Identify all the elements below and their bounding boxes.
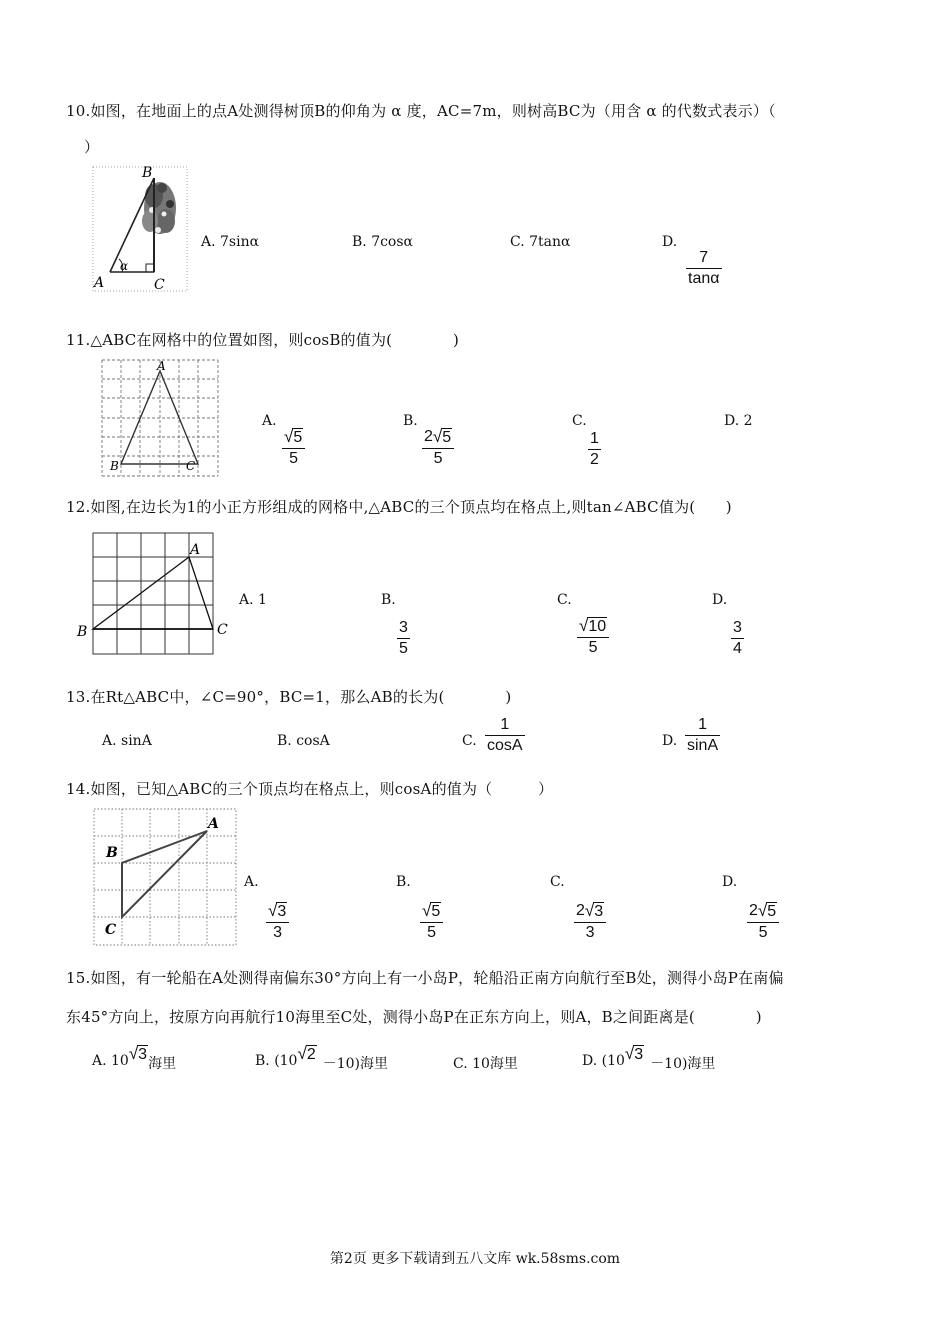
fraction-bar	[420, 922, 443, 923]
q11-option-a-fraction	[282, 428, 305, 468]
q10-option-d-fraction	[686, 249, 722, 289]
fraction-bar	[686, 268, 722, 269]
q10-label-C: C	[154, 277, 165, 292]
sqrt-icon: √	[432, 427, 443, 446]
sqrt-icon: √	[624, 1044, 635, 1063]
fraction-denominator: 5	[433, 449, 443, 467]
q11-label-A: A	[157, 359, 166, 373]
fraction-numerator: 3	[733, 619, 742, 636]
q11-option-c-fraction	[588, 430, 601, 470]
q13-option-d-fraction	[685, 716, 720, 756]
q12-label-C: C	[217, 622, 228, 638]
q10-tree-figure	[92, 166, 188, 292]
fraction-denominator: 3	[273, 923, 283, 941]
fraction-denominator: 4	[733, 640, 742, 658]
q14-grid-figure	[92, 806, 240, 948]
fraction-numerator: 1	[698, 716, 708, 733]
q10-stem-line2: ）	[84, 138, 100, 156]
fraction-denominator: 5	[289, 449, 299, 467]
q14-option-d[interactable]: D.	[722, 874, 738, 890]
sqrt-icon: √	[422, 901, 432, 920]
fraction-denominator: 2	[590, 451, 599, 469]
q13-stem: 13.在Rt△ABC中，∠C=90°，BC=1，那么AB的长为( )	[66, 688, 512, 706]
q15-option-a[interactable]: A. 10 √ 3 海里	[92, 1044, 177, 1072]
q12-option-c-fraction	[577, 617, 609, 657]
fraction-bar	[282, 448, 305, 449]
q11-option-a[interactable]: A.	[262, 413, 277, 429]
q13-option-c-fraction	[485, 716, 525, 756]
q14-label-C: C	[105, 922, 117, 938]
fraction-numerator: 1	[590, 430, 599, 447]
q11-label-C: C	[186, 459, 196, 473]
fraction-denominator: 3	[585, 923, 595, 941]
q12-option-b[interactable]: B.	[381, 592, 396, 608]
q15-stem-line1: 15.如图，有一轮船在A处测得南偏东30°方向上有一小岛P，轮船沿正南方向航行至B处，测得小岛P在南偏	[66, 969, 784, 987]
q14-option-b-fraction	[420, 902, 443, 942]
fraction-numerator: 7	[699, 249, 709, 266]
fraction-numerator: √ 10	[579, 616, 607, 635]
fraction-numerator: 1	[500, 716, 510, 733]
q10-option-c[interactable]: C. 7tanα	[510, 234, 571, 250]
sqrt-icon: √	[268, 901, 278, 920]
q12-option-d-fraction	[731, 619, 744, 659]
q14-label-B: B	[106, 845, 118, 861]
fraction-numerator: 2 √ 5	[424, 427, 452, 446]
q13-option-c[interactable]: C.	[462, 733, 477, 749]
fraction-numerator: √ 3	[268, 901, 287, 920]
q12-stem: 12.如图,在边长为1的小正方形组成的网格中,△ABC的三个顶点均在格点上,则tan∠ABC值为( )	[66, 498, 732, 516]
fraction-numerator: √ 5	[284, 427, 303, 446]
q11-label-B: B	[110, 459, 119, 473]
fraction-numerator: 3	[399, 619, 408, 636]
q14-option-c-fraction	[574, 902, 606, 942]
q12-grid-figure	[76, 530, 234, 658]
sqrt-icon: √	[584, 901, 595, 920]
fraction-numerator: 2 √ 5	[749, 901, 777, 920]
q14-stem: 14.如图，已知△ABC的三个顶点均在格点上，则cosA的值为（ ）	[66, 780, 554, 798]
q12-label-B: B	[77, 624, 88, 640]
fraction-numerator: √ 5	[422, 901, 441, 920]
fraction-denominator: tanα	[688, 270, 720, 288]
q11-option-c[interactable]: C.	[572, 413, 587, 429]
q10-option-a[interactable]: A. 7sinα	[201, 234, 260, 250]
q15-option-d[interactable]: D. (10 √ 3 －10)海里	[582, 1044, 716, 1072]
tree-canopy	[142, 182, 176, 234]
page-footer: 第2页 更多下载请到五八文库 wk.58sms.com	[329, 1251, 621, 1267]
q13-option-a[interactable]: A. sinA	[102, 733, 152, 749]
q10-label-B: B	[142, 166, 153, 181]
sqrt-icon: √	[284, 427, 294, 446]
q10-label-alpha: α	[120, 259, 129, 273]
q11-stem: 11.△ABC在网格中的位置如图，则cosB的值为( )	[66, 331, 460, 349]
q10-option-b[interactable]: B. 7cosα	[352, 234, 414, 250]
q15-stem-line2: 东45°方向上，按原方向再航行10海里至C处，测得小岛P在正东方向上，则A，B之间距离是( )	[66, 1008, 762, 1026]
q12-label-A: A	[190, 542, 201, 558]
q14-option-a[interactable]: A.	[244, 874, 259, 890]
fraction-bar	[747, 922, 779, 923]
fraction-bar	[485, 735, 525, 736]
q13-option-b[interactable]: B. cosA	[277, 733, 330, 749]
q11-option-b-fraction	[422, 428, 454, 468]
q14-option-a-fraction	[266, 902, 289, 942]
sqrt-icon: √	[757, 901, 768, 920]
q11-option-d[interactable]: D. 2	[724, 413, 753, 429]
q10-label-A: A	[94, 275, 105, 291]
fraction-bar	[588, 449, 601, 450]
fraction-denominator: cosA	[487, 737, 523, 755]
q15-option-b[interactable]: B. (10 √ 2 －10)海里	[255, 1044, 388, 1072]
q10-stem-line1: 10.如图，在地面上的点A处测得树顶B的仰角为 α 度，AC=7m，则树高BC为（用含 α 的代数式表示）（	[66, 102, 776, 120]
q11-grid-figure	[100, 357, 222, 479]
sqrt-icon: √	[128, 1044, 139, 1063]
fraction-denominator: 5	[427, 923, 437, 941]
fraction-numerator: 2 √ 3	[576, 901, 604, 920]
fraction-bar	[731, 638, 744, 639]
fraction-denominator: 5	[758, 923, 768, 941]
q15-option-c[interactable]: C. 10海里	[453, 1056, 518, 1072]
q14-option-c[interactable]: C.	[550, 874, 565, 890]
sqrt-icon: √	[297, 1044, 307, 1063]
q12-option-b-fraction	[397, 619, 410, 659]
q12-option-d[interactable]: D.	[712, 592, 728, 608]
q14-option-b[interactable]: B.	[396, 874, 411, 890]
fraction-bar	[574, 922, 606, 923]
fraction-bar	[685, 735, 720, 736]
q13-option-d[interactable]: D.	[662, 733, 678, 749]
fraction-bar	[577, 637, 609, 638]
q12-option-a[interactable]: A. 1	[239, 592, 267, 608]
q14-label-A: A	[208, 816, 219, 832]
fraction-bar	[266, 922, 289, 923]
q14-option-d-fraction	[747, 902, 779, 942]
q10-option-d[interactable]: D.	[662, 234, 678, 250]
fraction-denominator: 5	[588, 638, 598, 656]
fraction-denominator: sinA	[687, 737, 719, 755]
q12-option-c[interactable]: C.	[557, 592, 572, 608]
fraction-bar	[397, 638, 410, 639]
q11-option-b[interactable]: B.	[403, 413, 418, 429]
sqrt-icon: √	[579, 616, 589, 635]
fraction-bar	[422, 448, 454, 449]
fraction-denominator: 5	[399, 640, 408, 658]
